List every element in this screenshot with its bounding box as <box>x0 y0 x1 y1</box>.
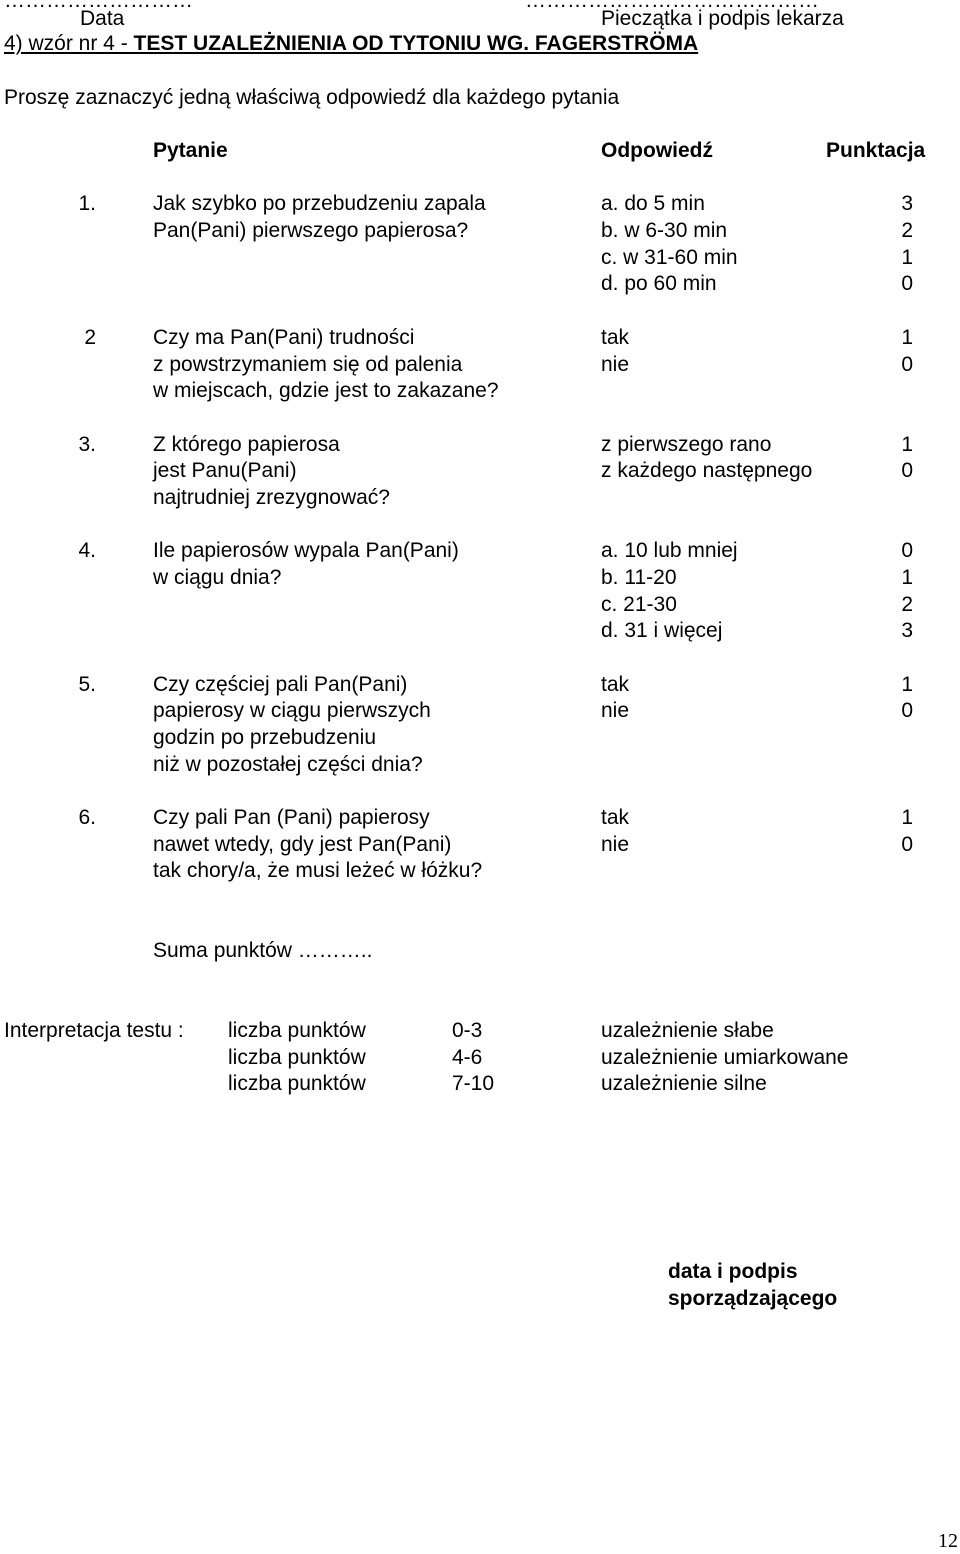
question-3-line: jest Panu(Pani) <box>153 459 297 482</box>
question-2-line: z powstrzymaniem się od palenia <box>153 353 463 376</box>
question-5-points: 0 <box>901 699 913 722</box>
question-4-points: 2 <box>901 593 913 616</box>
question-1-line: Jak szybko po przebudzeniu zapala <box>153 192 486 215</box>
question-6-number: 6. <box>78 806 96 829</box>
question-2-answer: tak <box>601 326 630 349</box>
date-label: Data <box>80 7 125 30</box>
column-question: Pytanie <box>153 139 228 162</box>
question-3-line: najtrudniej zrezygnować? <box>153 486 390 509</box>
question-3-answer: z każdego następnego <box>601 459 813 482</box>
question-1-answer: c. w 31-60 min <box>601 246 738 269</box>
question-4-answer: a. 10 lub mniej <box>601 539 738 562</box>
interpretation-range: 4-6 <box>452 1046 483 1069</box>
question-2-points: 1 <box>901 326 913 349</box>
question-5-line: papierosy w ciągu pierwszych <box>153 699 431 722</box>
question-6-line: tak chory/a, że musi leżeć w łóżku? <box>153 859 483 882</box>
question-1-answer: b. w 6-30 min <box>601 219 728 242</box>
page-number: 12 <box>938 1530 958 1552</box>
question-6-points: 1 <box>901 806 913 829</box>
question-4-answer: b. 11-20 <box>601 566 677 589</box>
question-4-points: 1 <box>901 566 913 589</box>
question-5-points: 1 <box>901 673 913 696</box>
column-score: Punktacja <box>826 139 926 162</box>
title-main: TEST UZALEŻNIENIA OD TYTONIU WG. FAGERSTRÖMA <box>133 32 699 55</box>
question-2-points: 0 <box>901 353 913 376</box>
question-4-line: Ile papierosów wypala Pan(Pani) <box>153 539 459 562</box>
interpretation-range: 0-3 <box>452 1019 483 1042</box>
question-4-points: 3 <box>901 619 913 642</box>
question-4-points: 0 <box>901 539 913 562</box>
interpretation-points-label: liczba punktów <box>228 1046 366 1069</box>
interpretation-range: 7-10 <box>452 1072 495 1095</box>
question-4-number: 4. <box>78 539 96 562</box>
date-dots: ……………………… <box>4 0 193 12</box>
signature-line-1: data i podpis <box>668 1260 798 1283</box>
question-6-points: 0 <box>901 833 913 856</box>
question-1-line: Pan(Pani) pierwszego papierosa? <box>153 219 469 242</box>
question-1-answer: d. po 60 min <box>601 272 717 295</box>
page-title <box>4 31 698 57</box>
question-3-points: 1 <box>901 433 913 456</box>
interpretation-label: Interpretacja testu : <box>4 1019 184 1042</box>
question-5-answer: tak <box>601 673 630 696</box>
interpretation-result: uzależnienie umiarkowane <box>601 1046 849 1069</box>
column-answer: Odpowiedź <box>601 139 713 162</box>
question-5-answer: nie <box>601 699 630 722</box>
question-1-points: 0 <box>901 272 913 295</box>
stamp-dots: …………………………………… <box>525 0 819 12</box>
question-5-line: godzin po przebudzeniu <box>153 726 377 749</box>
question-1-number: 1. <box>78 192 96 215</box>
interpretation-points-label: liczba punktów <box>228 1019 366 1042</box>
question-1-answer: a. do 5 min <box>601 192 705 215</box>
question-3-answer: z pierwszego rano <box>601 433 772 456</box>
sum-points: Suma punktów ……….. <box>153 939 373 962</box>
question-1-points: 3 <box>901 192 913 215</box>
question-2-number: 2 <box>84 326 96 349</box>
question-6-answer: nie <box>601 833 630 856</box>
question-4-answer: d. 31 i więcej <box>601 619 723 642</box>
question-1-points: 2 <box>901 219 913 242</box>
title-prefix: 4) wzór nr 4 - <box>4 32 134 55</box>
signature-line-2: sporządzającego <box>668 1287 838 1310</box>
question-6-answer: tak <box>601 806 630 829</box>
question-4-line: w ciągu dnia? <box>153 566 282 589</box>
stamp-label: Pieczątka i podpis lekarza <box>601 7 844 30</box>
question-5-number: 5. <box>78 673 96 696</box>
question-6-line: nawet wtedy, gdy jest Pan(Pani) <box>153 833 452 856</box>
interpretation-points-label: liczba punktów <box>228 1072 366 1095</box>
interpretation-result: uzależnienie silne <box>601 1072 767 1095</box>
question-4-answer: c. 21-30 <box>601 593 677 616</box>
instruction: Proszę zaznaczyć jedną właściwą odpowiedź dla każdego pytania <box>4 86 620 109</box>
question-2-line: Czy ma Pan(Pani) trudności <box>153 326 415 349</box>
question-2-line: w miejscach, gdzie jest to zakazane? <box>153 379 499 402</box>
question-3-points: 0 <box>901 459 913 482</box>
question-5-line: Czy częściej pali Pan(Pani) <box>153 673 408 696</box>
interpretation-result: uzależnienie słabe <box>601 1019 774 1042</box>
question-5-line: niż w pozostałej części dnia? <box>153 753 423 776</box>
question-3-number: 3. <box>78 433 96 456</box>
question-3-line: Z którego papierosa <box>153 433 340 456</box>
question-6-line: Czy pali Pan (Pani) papierosy <box>153 806 430 829</box>
question-1-points: 1 <box>901 246 913 269</box>
question-2-answer: nie <box>601 353 630 376</box>
